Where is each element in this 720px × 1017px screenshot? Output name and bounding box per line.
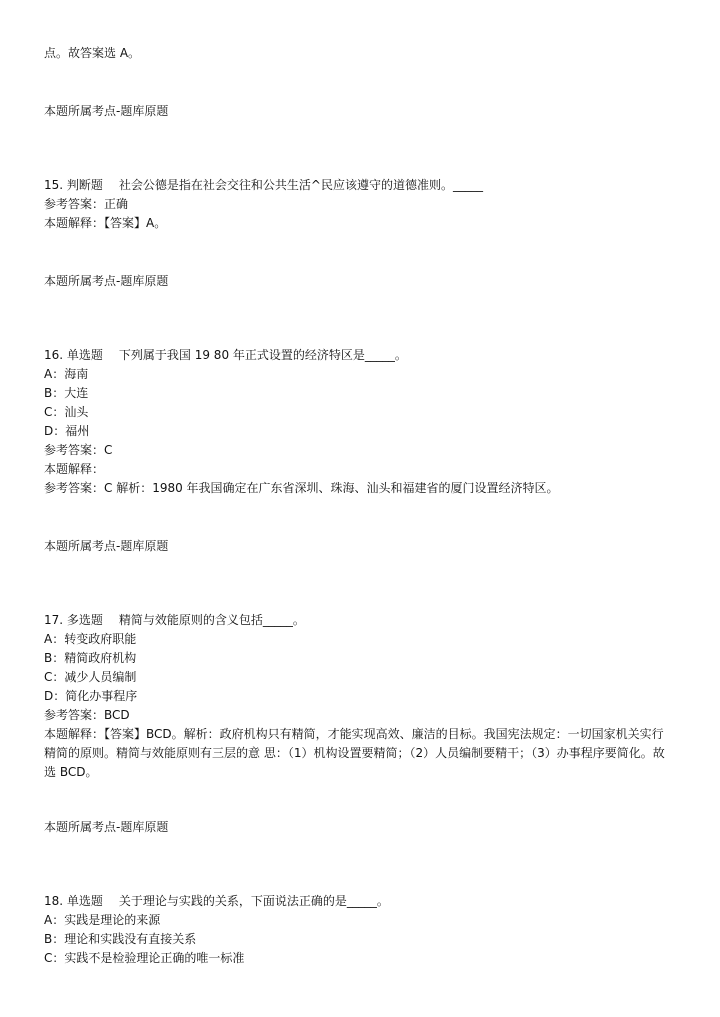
question-header xyxy=(44,892,389,910)
explain-text: 本题解释：【答案】BCD。解析：政府机构只有精简，才能实现高效、廉洁的目标。我国宪法规定：一切国家机关实行精简的原则。精简与效能原则有三层的意 思：（1）机构设置要精简；（2）人员编制要精干；（3）办事程序要简化。故选 BCD。 xyxy=(44,727,665,779)
answer-line: 参考答案：C xyxy=(44,443,113,457)
question-header xyxy=(44,346,407,364)
question-stem: 关于理论与实践的关系，下面说法正确的是_____。 xyxy=(118,894,389,908)
source-note: 本题所属考点-题库原题 xyxy=(44,104,169,118)
explain-line: 本题解释：【答案】A。 xyxy=(44,216,167,230)
option-a: A：转变政府职能 xyxy=(44,632,137,646)
option-a: A：海南 xyxy=(44,367,89,381)
explain-text: 参考答案：C 解析：1980 年我国确定在广东省深圳、珠海、汕头和福建省的厦门设置经济特区。 xyxy=(44,481,559,495)
question-header xyxy=(44,176,483,194)
question-stem: 下列属于我国 19 80 年正式设置的经济特区是_____。 xyxy=(118,348,407,362)
option-b: B：理论和实践没有直接关系 xyxy=(44,932,197,946)
answer-line: 参考答案：BCD xyxy=(44,708,130,722)
source-note: 本题所属考点-题库原题 xyxy=(44,820,169,834)
question-header xyxy=(44,611,305,629)
source-note: 本题所属考点-题库原题 xyxy=(44,539,169,553)
option-b: B：精简政府机构 xyxy=(44,651,137,665)
option-c: C：实践不是检验理论正确的唯一标准 xyxy=(44,951,245,965)
question-number-type: 18. 单选题 xyxy=(44,894,103,908)
answer-tail: 点。故答案选 A。 xyxy=(44,46,141,60)
answer-line: 参考答案：正确 xyxy=(44,197,129,211)
question-stem: 社会公德是指在社会交往和公共生活^民应该遵守的道德准则。_____ xyxy=(118,178,483,192)
question-stem: 精简与效能原则的含义包括_____。 xyxy=(118,613,305,627)
question-number-type: 16. 单选题 xyxy=(44,348,103,362)
option-b: B：大连 xyxy=(44,386,89,400)
explain-label: 本题解释： xyxy=(44,462,105,476)
question-number-type: 15. 判断题 xyxy=(44,178,103,192)
option-d: D：简化办事程序 xyxy=(44,689,138,703)
option-c: C：减少人员编制 xyxy=(44,670,137,684)
option-c: C：汕头 xyxy=(44,405,89,419)
option-d: D：福州 xyxy=(44,424,90,438)
source-note: 本题所属考点-题库原题 xyxy=(44,274,169,288)
option-a: A：实践是理论的来源 xyxy=(44,913,161,927)
question-number-type: 17. 多选题 xyxy=(44,613,103,627)
